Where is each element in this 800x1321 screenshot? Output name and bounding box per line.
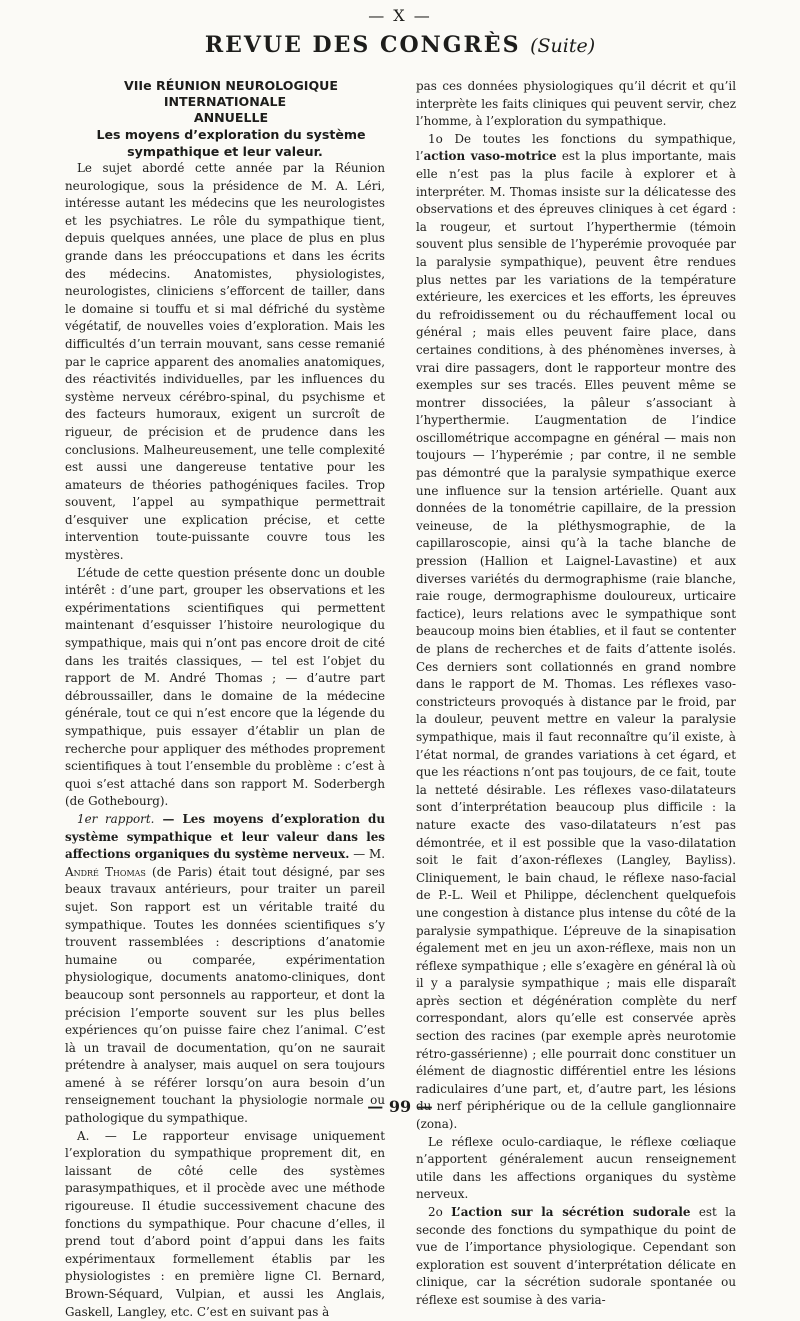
article-subtitle: Les moyens d’exploration du système sympathique et leur valeur. xyxy=(96,127,366,159)
vasomotor-text: est la plus importante, mais elle n’est pas la plus facile à explorer et à interpréter. M. Thomas insiste sur la délicatesse des observations et des épreuves cliniques à cet égard : la rougeur, et surtout l’hyperthermie (témoin souvent plus sensible de l’hyperémie provoquée par la paralysie sympathique), peuvent être rendues plus nettes par les variations de la température extérieure, les exercices et les efforts, les épreuves du refroidissement ou du réchauffement local ou général ; mais elles peuvent faire place, dans certaines conditions, à des phénomènes inverses, à vrai dire passagers, dont le rapporteur montre des exemples sur ses tracés. Elles peuvent même se montrer dissociées, la pâleur s’associant à l’hyperthermie. L’augmentation de l’indice oscillométrique accompagne en général — mais non toujours — l’hyperémie ; par contre, il ne semble pas démontré que la paralysie sympathique exerce une influence sur la tension artérielle. Quant aux données de la tonométrie capillaire, de la pression veineuse, de la pléthysmographie, de la capillaroscopie, ainsi qu’à la tache blanche de pression (Hallion et Laignel-Lavastine) et aux diverses variétés du dermographisme (raie blanche, raie rouge, dermographisme douloureux, urticaire factice), leurs relations avec le sympathique sont beaucoup moins bien établies, et il faut se contenter de plans de recherches et de faits d’attente isolés. Ces derniers sont collationnés en grand nombre dans le rapport de M. Thomas. Les réflexes vaso-constricteurs provoqués à distance par le froid, par la douleur, peuvent mettre en valeur la paralysie sympathique, mais il faut reconnaître qu’il existe, à l’état normal, de grandes variations à cet égard, et que les réactions n’ont pas toujours, de ce fait, toute la netteté désirable. Les réflexes vaso-dilatateurs sont d’interprétation beaucoup plus difficile : la nature exacte des vaso-dilatateurs n’est pas démontrée, et il est possible que la vaso-dilatation soit le fait d’axon-réflexes (Langley, Bayliss). Cliniquement, le bain chaud, le réflexe naso-facial de P.-L. Weil et Philippe, déclenchent quelquefois une congestion à distance plus intense du côté de la paralysie sympathique. L’épreuve de la sinapisation également met en jeu un axon-réflexe, mais non un réflexe sympathique ; elle s’exagère en général là où il y a paralysie sympathique ; mais elle disparaît après section et dégénération complète du nerf correspondant, alors qu’elle est conservée après section des racines (par exemple après neurotomie rétro-gassérienne) ; elle pourrait donc constituer un élément de diagnostic différentiel entre les lésions radiculaires d’une part, et, d’autre part, les lésions du nerf périphérique ou de la cellule ganglionnaire (zona). xyxy=(416,149,736,1132)
report-author: — M. André Thomas xyxy=(65,847,385,879)
paragraph-continued: pas ces données physiologiques qu’il décrit et qu’il interprète les faits cliniques qui peuvent servir, chez l’homme, à l’exploration du sympathique. xyxy=(416,79,736,129)
section-title-line-2: ANNUELLE xyxy=(193,110,269,125)
paragraph-first-report xyxy=(65,811,385,1128)
sudoral-term: L’action sur la sécrétion sudorale xyxy=(451,1205,691,1219)
paragraph-interest: L’étude de cette question présente donc un double intérêt : d’une part, grouper les observations et les expérimentations scientifiques qui permettent maintenant d’esquisser l’histoire neurologique du sympathique, mais qui n’ont pas encore droit de cité dans les traités classiques, — tel est l’objet du rapport de M. André Thomas ; — d’autre part débroussailler, dans le domaine de la médecine générale, tout ce qui n’est encore que la légende du sympathique, puis essayer d’établir un plan de recherche pour appliquer des méthodes proprement scientifiques à tout l’ensemble du problème : c’est à quoi s’est attaché dans son rapport M. Soderbergh (de Gothebourg). xyxy=(65,565,385,809)
running-header xyxy=(0,32,800,58)
report-title: — Les moyens d’exploration du système sympathique et leur valeur dans les affections organiques du système nerveux. xyxy=(65,811,386,862)
paragraph-intro: Le sujet abordé cette année par la Réunion neurologique, sous la présidence de M. A. Léri, intéresse autant les médecins que les neurologistes et les psychiatres. Le rôle du sympathique tient, depuis quelques années, une place de plus en plus grande dans les préoccupations et dans les écrits des médecins. Anatomistes, physiologistes, neurologistes, cliniciens s’efforcent de tailler, dans le domaine si touffu et si mal défriché du système végétatif, de nouvelles voies d’exploration. Mais les difficultés d’un terrain mouvant, sans cesse remanié par le caprice apparent des anomalies anatomiques, des réactivités individuelles, par les influences du système nerveux cérébro-spinal, du psychisme et des facteurs humoraux, exigent un surcroît de rigueur, de précision et de prudence dans les conclusions. Malheureusement, une telle complexité est aussi une dangereuse tentative pour les amateurs de théories pathogéniques faciles. Trop souvent, l’appel au sympathique permettrait d’esquiver une explication précise, et cette intervention toute-puissante couvre tous les mystères. xyxy=(65,161,385,563)
sudoral-text: est la seconde des fonctions du sympathique du point de vue de l’importance physiologique. Cependant son exploration est souvent d’interprétation délicate en clinique, car la sécrétion sudorale spontanée ou réflexe est soumise à des varia- xyxy=(416,1205,736,1307)
header-title: REVUE DES CONGRÈS xyxy=(204,32,521,58)
page-section-mark: — X — xyxy=(368,6,432,25)
paragraph-oculo-cardiac: Le réflexe oculo-cardiaque, le réflexe cœliaque n’apportent généralement aucun renseignement utile dans les affections organiques du système nerveux. xyxy=(416,1134,736,1202)
report-label: 1er rapport. xyxy=(77,811,155,826)
vasomotor-lead: 1o De toutes les fonctions du sympathique, l’ xyxy=(416,131,736,164)
page-number: — 99 — xyxy=(367,1097,433,1116)
right-column xyxy=(416,78,736,1307)
paragraph-sudoral xyxy=(416,1204,736,1310)
paragraph-section-a: A. — Le rapporteur envisage uniquement l’exploration du sympathique proprement dit, en laissant de côté celle des systèmes parasympathiques, et il procède avec une méthode rigoureuse. Il étudie successivement chacune des fonctions du sympathique. Pour chacune d’elles, il prend tout d’abord point d’appui dans les faits expérimentaux formellement établis par les physiologistes : en première ligne Cl. Bernard, Brown-Séquard, Vulpian, et aussi les Anglais, Gaskell, Langley, etc. C’est en suivant pas à xyxy=(65,1128,385,1319)
section-title-line-1: VIIe RÉUNION NEUROLOGIQUE INTERNATIONALE xyxy=(123,78,339,109)
vasomotor-term: action vaso-motrice xyxy=(423,149,557,164)
sudoral-lead: 2o xyxy=(428,1205,452,1219)
left-column xyxy=(65,78,386,1319)
header-suite: (Suite) xyxy=(530,35,596,57)
paragraph-vasomotor xyxy=(416,131,736,1134)
report-text: (de Paris) était tout désigné, par ses beaux travaux antérieurs, pour traiter un pareil sujet. Son rapport est un véritable traité du sympathique. Toutes les données scientifiques s’y trouvent rassemblées : descriptions d’anatomie humaine ou comparée, expérimentation physiologique, documents anatomo-cliniques, dont beaucoup sont personnels au rapporteur, et dont la précision l’emporte souvent sur les plus belles expériences qu’on puisse faire chez l’animal. C’est là un travail de documentation, qu’on ne saurait prétendre à analyser, mais auquel on sera toujours amené à se référer lorsqu’on aura besoin d’un renseignement touchant la physiologie normale ou pathologique du sympathique. xyxy=(65,864,386,1126)
